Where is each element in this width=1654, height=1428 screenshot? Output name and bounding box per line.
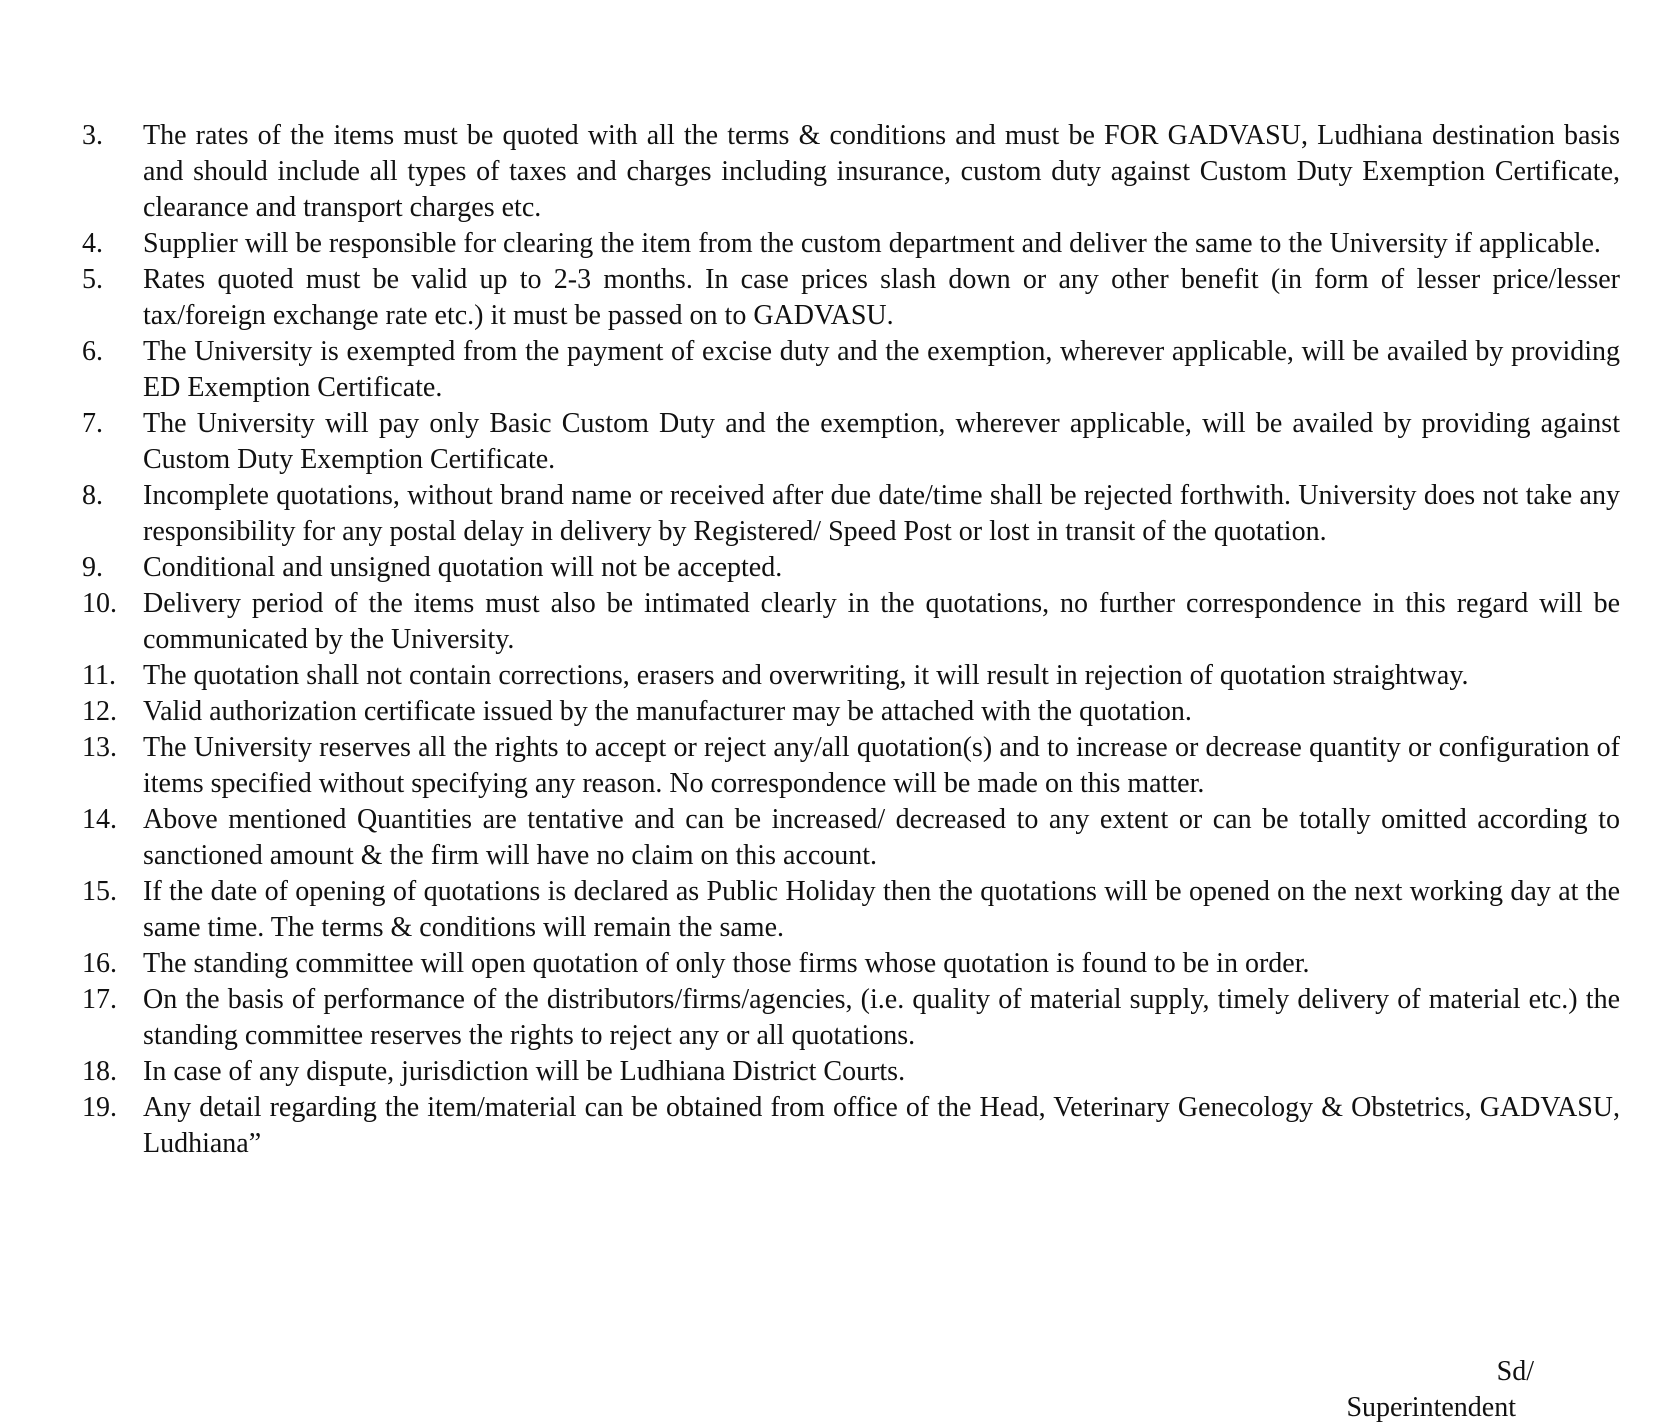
- term-item-5: [82, 262, 1620, 334]
- term-item-6: [82, 334, 1620, 406]
- term-text: The University is exempted from the payment of excise duty and the exemption, wherever applicable, will be availed by providing ED Exemption Certificate.: [143, 336, 1620, 403]
- term-number: 8.: [82, 480, 103, 511]
- term-text: The rates of the items must be quoted with all the terms & conditions and must be FOR GADVASU, Ludhiana destination basis and should include all types of taxes and charges including insurance, custom duty against Custom Duty Exemption Certificate, clearance and transport charges etc.: [143, 120, 1620, 223]
- term-number: 19.: [82, 1092, 117, 1123]
- term-item-4: [82, 226, 1620, 262]
- term-text: Valid authorization certificate issued by the manufacturer may be attached with the quotation.: [143, 696, 1192, 727]
- term-item-14: [82, 802, 1620, 874]
- term-number: 18.: [82, 1056, 117, 1087]
- signature-title: Superintendent: [1346, 1392, 1516, 1423]
- term-item-3: [82, 118, 1620, 226]
- term-item-12: [82, 694, 1620, 730]
- term-text: Conditional and unsigned quotation will not be accepted.: [143, 552, 783, 583]
- term-number: 7.: [82, 408, 103, 439]
- term-item-19: [82, 1090, 1620, 1162]
- signature-sd: Sd/: [1496, 1356, 1534, 1387]
- term-text: The University reserves all the rights to accept or reject any/all quotation(s) and to increase or decrease quantity or configuration of items specified without specifying any reason. No correspondence will be made on this matter.: [143, 732, 1620, 799]
- term-item-11: [82, 658, 1620, 694]
- term-text: The standing committee will open quotation of only those firms whose quotation is found to be in order.: [143, 948, 1310, 979]
- term-item-8: [82, 478, 1620, 550]
- term-text: In case of any dispute, jurisdiction will be Ludhiana District Courts.: [143, 1056, 906, 1087]
- term-text: Rates quoted must be valid up to 2-3 months. In case prices slash down or any other benefit (in form of lesser price/lesser tax/foreign exchange rate etc.) it must be passed on to GADVASU.: [143, 264, 1620, 331]
- term-item-10: [82, 586, 1620, 658]
- term-number: 10.: [82, 588, 117, 619]
- term-number: 14.: [82, 804, 117, 835]
- signature-block: [1346, 1354, 1534, 1426]
- term-number: 11.: [82, 660, 116, 691]
- term-number: 6.: [82, 336, 103, 367]
- term-number: 3.: [82, 120, 103, 151]
- term-text: On the basis of performance of the distributors/firms/agencies, (i.e. quality of material supply, timely delivery of material etc.) the standing committee reserves the rights to reject any or all quotations.: [143, 984, 1620, 1051]
- term-number: 15.: [82, 876, 117, 907]
- term-item-7: [82, 406, 1620, 478]
- term-item-9: [82, 550, 1620, 586]
- term-item-13: [82, 730, 1620, 802]
- term-text: If the date of opening of quotations is declared as Public Holiday then the quotations will be opened on the next working day at the same time. The terms & conditions will remain the same.: [143, 876, 1620, 943]
- term-text: Supplier will be responsible for clearing the item from the custom department and deliver the same to the University if applicable.: [143, 228, 1601, 259]
- term-item-17: [82, 982, 1620, 1054]
- term-number: 12.: [82, 696, 117, 727]
- term-number: 9.: [82, 552, 103, 583]
- terms-conditions-list: [82, 118, 1620, 1162]
- term-item-16: [82, 946, 1620, 982]
- term-item-18: [82, 1054, 1620, 1090]
- term-number: 16.: [82, 948, 117, 979]
- term-text: Any detail regarding the item/material can be obtained from office of the Head, Veterinary Genecology & Obstetrics, GADVASU, Ludhiana”: [143, 1092, 1620, 1159]
- term-text: Above mentioned Quantities are tentative and can be increased/ decreased to any extent or can be totally omitted according to sanctioned amount & the firm will have no claim on this account.: [143, 804, 1620, 871]
- term-text: The University will pay only Basic Custom Duty and the exemption, wherever applicable, will be availed by providing against Custom Duty Exemption Certificate.: [143, 408, 1620, 475]
- term-item-15: [82, 874, 1620, 946]
- term-number: 17.: [82, 984, 117, 1015]
- term-text: Incomplete quotations, without brand name or received after due date/time shall be rejected forthwith. University does not take any responsibility for any postal delay in delivery by Registered/ Speed Post or lost in transit of the quotation.: [143, 480, 1620, 547]
- term-number: 5.: [82, 264, 103, 295]
- term-text: The quotation shall not contain corrections, erasers and overwriting, it will result in rejection of quotation straightway.: [143, 660, 1469, 691]
- term-number: 4.: [82, 228, 103, 259]
- term-text: Delivery period of the items must also be intimated clearly in the quotations, no further correspondence in this regard will be communicated by the University.: [143, 588, 1620, 655]
- term-number: 13.: [82, 732, 117, 763]
